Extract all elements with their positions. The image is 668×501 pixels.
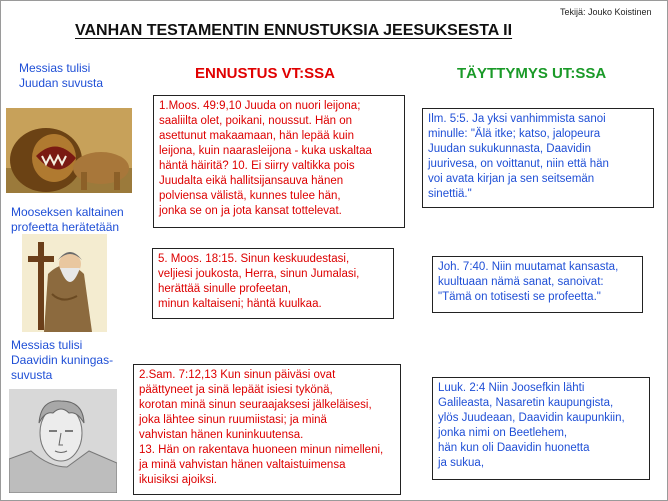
page-title: VANHAN TESTAMENTIN ENNUSTUKSIA JEESUKSESTA II <box>75 22 513 39</box>
row-label-judah <box>19 61 134 91</box>
fulfillment-box-judah <box>422 108 654 208</box>
row-label-judah-text: Messias tulisi Juudan suvusta <box>19 61 104 90</box>
moses-illustration <box>22 234 107 332</box>
prophecy-box-moses <box>152 248 394 319</box>
prophecy-text-david: 2.Sam. 7:12,13 Kun sinun päiväsi ovat päättyneet ja sinä lepäät isiesi tykönä, korotan minä sinun seuraajaksesi jälkeläisesi, joka lähtee sinun ruumiistasi; ja minä vahvistan hänen kuninkuutensa. 13. Hän on rakentava huoneen minun nimelleni, ja minä vahvistan hänen valtaistuimensa ikuisiksi ajoiksi. <box>139 369 384 486</box>
row-label-moses-text: Mooseksen kaltainen profeetta herätetään <box>11 205 124 234</box>
fulfillment-box-david <box>432 377 650 480</box>
prophecy-column-header: ENNUSTUS VT:SSA <box>195 65 336 82</box>
prophecy-box-judah <box>153 95 405 228</box>
row-label-david <box>11 338 136 383</box>
lion-illustration <box>6 108 132 193</box>
fulfillment-column-header: TÄYTTYMYS UT:SSA <box>457 65 607 82</box>
fulfillment-box-moses <box>432 256 643 313</box>
prophecy-text-judah: 1.Moos. 49:9,10 Juuda on nuori leijona; saaliilta olet, poikani, noussut. Hän on asettunut makaamaan, hän lepää kuin leijona, kuin naarasleijona - kuka uskaltaa häntä häiritä? 10. Ei siirry valtikka pois Juudalta eikä hallitsijansauva hänen polviensa välistä, kunnes tulee hän, jonka se on ja jota kansat tottelevat. <box>159 100 372 217</box>
row-label-david-text: Messias tulisi Daavidin kuningas- suvusta <box>11 338 114 382</box>
fulfillment-text-david: Luuk. 2:4 Niin Joosefkin lähti Galileasta, Nasaretin kaupungista, ylös Juudeaan, Daavidin kaupunkiin, jonka nimi on Beetlehem, hän kun oli Daavidin huonetta ja sukua, <box>438 382 625 469</box>
david-illustration <box>9 389 117 493</box>
prophecy-text-moses: 5. Moos. 18:15. Sinun keskuudestasi, veljiesi joukosta, Herra, sinun Jumalasi, herättää sinulle profeetan, minun kaltaiseni; häntä kuulkaa. <box>158 253 360 310</box>
david-image <box>9 389 117 493</box>
lion-image <box>6 108 132 193</box>
author-credit: Tekijä: Jouko Koistinen <box>560 7 652 17</box>
prophecy-box-david <box>133 364 401 495</box>
fulfillment-text-judah: Ilm. 5:5. Ja yksi vanhimmista sanoi minulle: "Älä itke; katso, jalopeura Juudan sukukunnasta, Daavidin juurivesa, on voittanut, niin että hän voi avata kirjan ja sen seitsemän sinettiä." <box>428 113 609 200</box>
row-label-moses <box>11 205 141 235</box>
fulfillment-text-moses: Joh. 7:40. Niin muutamat kansasta, kuultuaan nämä sanat, sanoivat: "Tämä on totisesti se profeetta." <box>438 261 619 303</box>
moses-image <box>22 234 107 332</box>
